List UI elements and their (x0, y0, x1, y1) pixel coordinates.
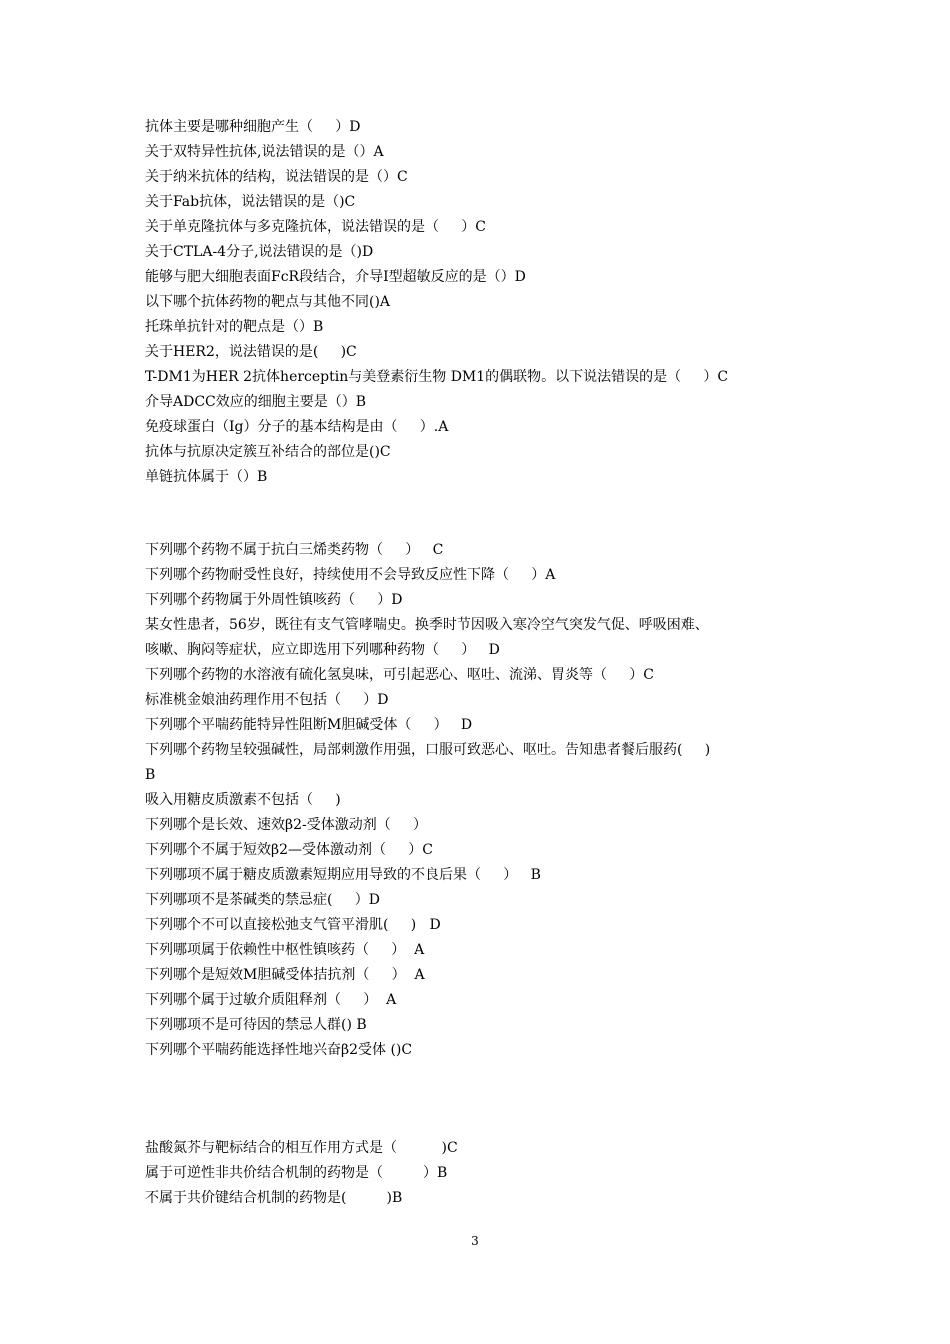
question-line: 介导ADCC效应的细胞主要是（）B (145, 394, 367, 410)
question-line: 以下哪个抗体药物的靶点与其他不同()A (145, 294, 391, 310)
question-line: 免疫球蛋白（Ig）分子的基本结构是由（ ）.A (145, 419, 449, 435)
question-line: 标准桃金娘油药理作用不包括（ ）D (145, 692, 389, 708)
question-line: 抗体主要是哪种细胞产生（ ）D (145, 119, 361, 135)
question-line: B (145, 767, 156, 783)
question-line: 关于Fab抗体，说法错误的是（)C (145, 194, 356, 210)
question-line: 下列哪个是短效M胆碱受体拮抗剂（ ） A (145, 967, 425, 983)
question-line: 下列哪个不属于短效β2—受体激动剂（ ）C (145, 842, 433, 858)
question-line: 下列哪个不可以直接松弛支气管平滑肌( ) D (145, 917, 441, 933)
question-line: 盐酸氮芥与靶标结合的相互作用方式是（ )C (145, 1140, 458, 1156)
question-line: 下列哪个药物呈较强碱性，局部刺激作用强，口服可致恶心、呕吐。告知患者餐后服药( ) (145, 742, 711, 758)
question-line: 下列哪个药物属于外周性镇咳药（ ）D (145, 592, 403, 608)
respiratory-drug-questions-section (145, 538, 815, 1063)
question-line: 下列哪个药物耐受性良好，持续使用不会导致反应性下降（ ）A (145, 567, 556, 583)
drug-binding-questions-section (145, 1136, 815, 1211)
antibody-questions-section (145, 115, 815, 490)
question-line: 下列哪个平喘药能选择性地兴奋β2受体 ()C (145, 1042, 413, 1058)
question-line: 下列哪项不属于糖皮质激素短期应用导致的不良后果（ ） B (145, 867, 541, 883)
question-line: 下列哪项属于依赖性中枢性镇咳药（ ） A (145, 942, 425, 958)
question-line: 下列哪个药物的水溶液有硫化氢臭味，可引起恶心、呕吐、流涕、胃炎等（ ）C (145, 667, 654, 683)
question-line: 关于单克隆抗体与多克隆抗体，说法错误的是（ ）C (145, 219, 486, 235)
question-line: 咳嗽、胸闷等症状，应立即选用下列哪种药物（ ） D (145, 642, 500, 658)
question-line: T-DM1为HER 2抗体herceptin与美登素衍生物 DM1的偶联物。以下说法错误的是（ ）C (145, 369, 729, 385)
question-line: 能够与肥大细胞表面FcR段结合，介导I型超敏反应的是（）D (145, 269, 526, 285)
question-line: 关于HER2，说法错误的是( )C (145, 344, 357, 360)
question-line: 抗体与抗原决定簇互补结合的部位是()C (145, 444, 391, 460)
question-line: 关于CTLA-4分子,说法错误的是（)D (145, 244, 374, 260)
question-line: 属于可逆性非共价结合机制的药物是（ ）B (145, 1165, 448, 1181)
question-line: 不属于共价键结合机制的药物是( )B (145, 1190, 403, 1206)
question-line: 托珠单抗针对的靶点是（）B (145, 319, 324, 335)
page-number: 3 (471, 1234, 479, 1248)
question-line: 吸入用糖皮质激素不包括（ ) (145, 792, 341, 808)
question-line: 下列哪项不是可待因的禁忌人群() B (145, 1017, 367, 1033)
question-line: 下列哪个是长效、速效β2-受体激动剂（ ） (145, 817, 427, 833)
question-line: 下列哪项不是茶碱类的禁忌症( ）D (145, 892, 380, 908)
question-line: 单链抗体属于（）B (145, 469, 268, 485)
question-line: 下列哪个药物不属于抗白三烯类药物（ ） C (145, 542, 444, 558)
question-line: 关于纳米抗体的结构，说法错误的是（）C (145, 169, 408, 185)
question-line: 关于双特异性抗体,说法错误的是（）A (145, 144, 384, 160)
question-line: 某女性患者，56岁，既往有支气管哮喘史。换季时节因吸入寒冷空气突发气促、呼吸困难、 (145, 617, 709, 633)
question-line: 下列哪个属于过敏介质阻释剂（ ） A (145, 992, 397, 1008)
question-line: 下列哪个平喘药能特异性阻断M胆碱受体（ ） D (145, 717, 473, 733)
